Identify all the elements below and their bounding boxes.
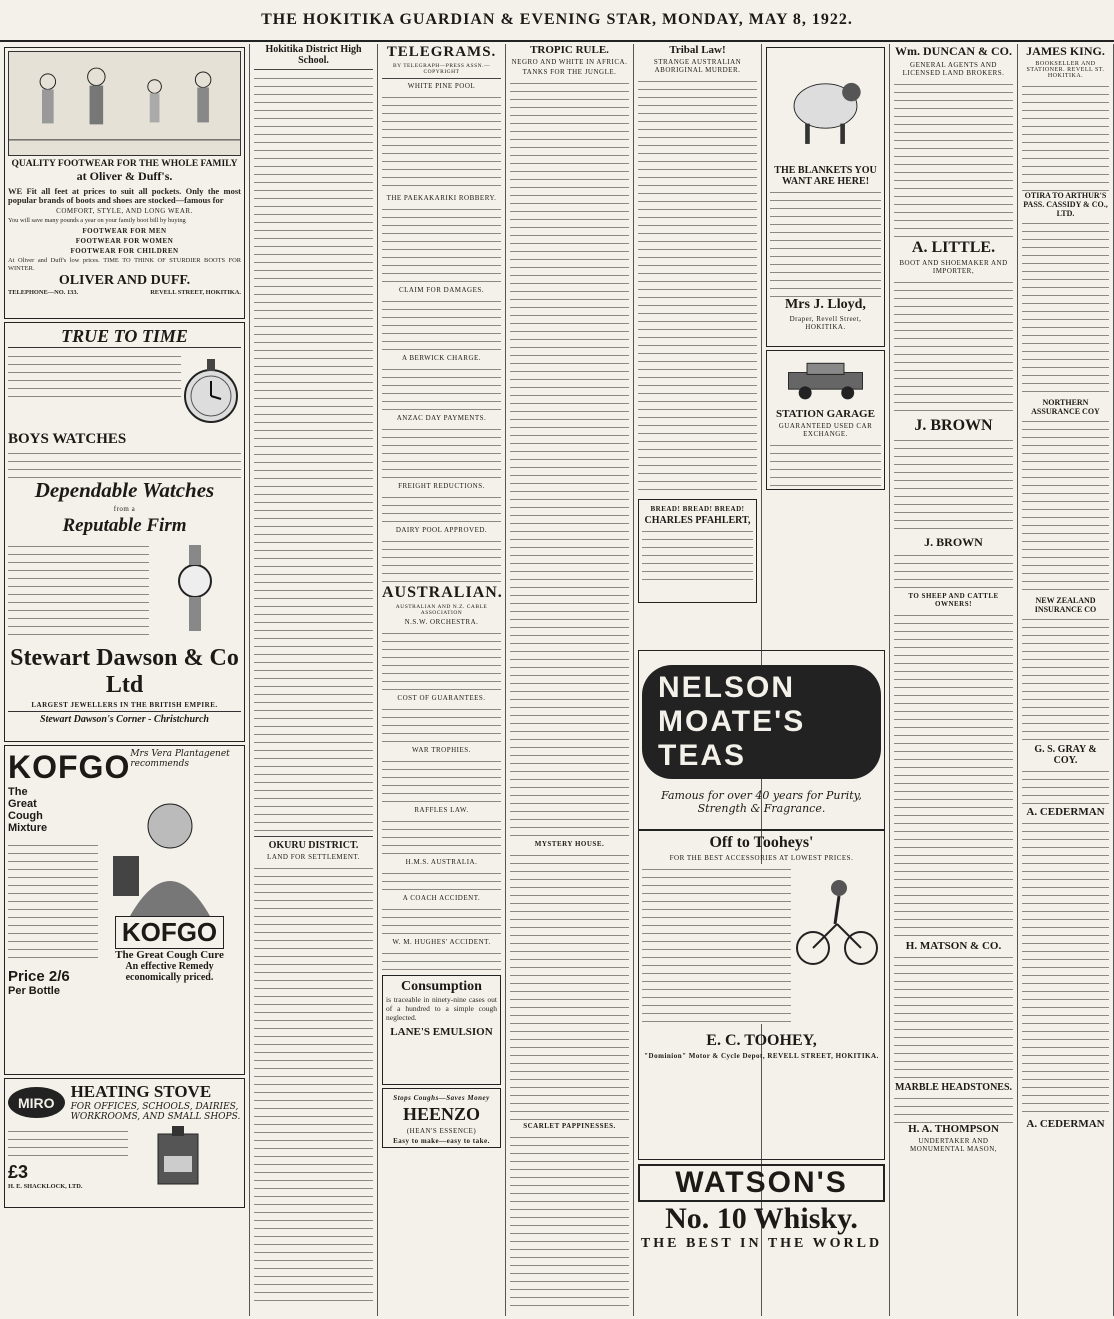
little-copy xyxy=(894,277,1013,417)
rule xyxy=(254,836,373,837)
australian-heading: AUSTRALIAN. xyxy=(382,584,503,601)
scarlet-article xyxy=(510,1132,629,1312)
miro-brand: MIRO xyxy=(18,1094,55,1111)
northern-heading: NORTHERN ASSURANCE COY xyxy=(1031,398,1100,416)
duncan-sub: GENERAL AGENTS AND LICENSED LAND BROKERS. xyxy=(902,61,1005,77)
pocket-watch-icon xyxy=(181,351,241,431)
school-heading: Hokitika District High School. xyxy=(265,44,362,66)
tropic-sub2: TANKS FOR THE JUNGLE. xyxy=(522,68,617,76)
tel-h8: N.S.W. ORCHESTRA. xyxy=(404,618,479,626)
australian-byline: AUSTRALIAN AND N.Z. CABLE ASSOCIATION xyxy=(395,604,488,616)
tel-h1: WHITE PINE POOL xyxy=(407,82,476,90)
kofgo-the: The xyxy=(8,786,28,798)
reputable-firm: Reputable Firm xyxy=(62,515,187,536)
lanes-emulsion: LANE'S EMULSION xyxy=(390,1026,493,1038)
kofgo-cure: The Great Cough Cure xyxy=(115,949,224,961)
tropic-article xyxy=(510,78,629,838)
masthead xyxy=(0,0,1114,42)
cederman-heading: A. CEDERMAN xyxy=(1026,806,1105,818)
kofgo-left xyxy=(8,786,98,997)
oliver-line-children: FOOTWEAR FOR CHILDREN xyxy=(70,247,179,255)
okuru-sub: LAND FOR SETTLEMENT. xyxy=(267,853,360,861)
bread-ad xyxy=(638,499,757,603)
oliver-address: REVELL STREET, HOKITIKA. xyxy=(150,289,241,296)
lloyd-name: Mrs J. Lloyd, xyxy=(785,297,866,312)
woman-portrait-icon xyxy=(105,786,235,916)
stewart-copy xyxy=(8,351,181,399)
miro-bottom xyxy=(8,1126,241,1192)
tel-h13: A COACH ACCIDENT. xyxy=(402,894,481,902)
tel-a11 xyxy=(382,816,501,856)
pfahlert-name: CHARLES PFAHLERT, xyxy=(644,515,751,526)
telegrams-byline: BY TELEGRAPH—PRESS ASSN.—COPYRIGHT xyxy=(392,63,490,75)
brown-heading: J. BROWN xyxy=(914,417,993,434)
tribal-article xyxy=(638,76,757,496)
watson-whisky: No. 10 Whisky. xyxy=(665,1202,858,1235)
stewart-middle xyxy=(8,541,241,637)
station-heading: STATION GARAGE xyxy=(776,408,875,420)
sheep-icon xyxy=(770,51,881,161)
nelson-tag: Famous for over 40 years for Purity, Strength & Fragrance. xyxy=(661,789,862,815)
tel-a1 xyxy=(382,92,501,192)
true-to-time: TRUE TO TIME xyxy=(8,326,241,348)
duncan-heading: Wm. DUNCAN & CO. xyxy=(895,44,1012,58)
northern-copy xyxy=(1022,416,1109,596)
tribal-heading: Tribal Law! xyxy=(669,44,726,56)
brown-heading-2: J. BROWN xyxy=(924,535,983,549)
tel-a10 xyxy=(382,756,501,804)
miro-copy xyxy=(8,1126,128,1162)
stewart-dawson-ad xyxy=(4,322,245,742)
tel-h14: W. M. HUGHES' ACCIDENT. xyxy=(392,938,491,946)
oliver-duff-ad xyxy=(4,47,245,319)
otira-heading: OTIRA TO ARTHUR'S PASS. CASSIDY & CO., LTD. xyxy=(1023,191,1108,218)
station-copy xyxy=(770,440,881,490)
children-illustration xyxy=(8,51,241,156)
family-footwear-illustration-icon xyxy=(9,52,240,155)
thompson-heading: H. A. THOMPSON xyxy=(908,1123,999,1135)
miro-badge xyxy=(8,1087,65,1118)
kofgo-ad xyxy=(4,745,245,1075)
column-8 xyxy=(1018,44,1114,1316)
matson-heading: H. MATSON & CO. xyxy=(905,940,1002,952)
tel-a12 xyxy=(382,868,501,892)
stewart-corner: Stewart Dawson's Corner - Christchurch xyxy=(8,711,241,725)
column-4 xyxy=(506,44,634,1316)
nelson-ad xyxy=(638,650,885,830)
oliver-sub: at Oliver & Duff's. xyxy=(76,169,173,183)
marble-copy xyxy=(894,1093,1013,1123)
tel-h2: THE PAEKAKARIKI ROBBERY. xyxy=(386,194,497,202)
tooheys-middle xyxy=(642,864,881,1024)
cyclist-icon xyxy=(791,864,881,974)
blankets-ad xyxy=(766,47,885,347)
tel-a2 xyxy=(382,204,501,284)
oliver-headline: QUALITY FOOTWEAR FOR THE WHOLE FAMILY xyxy=(11,159,238,169)
miro-ad xyxy=(4,1078,245,1208)
kofgo-great: Great xyxy=(8,798,37,810)
thompson-sub: UNDERTAKER AND MONUMENTAL MASON, xyxy=(909,1137,997,1153)
miro-titles xyxy=(71,1082,241,1122)
stove-icon xyxy=(128,1126,238,1192)
tel-h9: COST OF GUARANTEES. xyxy=(397,694,486,702)
school-article xyxy=(254,73,373,833)
stewart-body xyxy=(8,541,149,637)
king-heading: JAMES KING. xyxy=(1026,44,1105,58)
tel-h4: A BERWICK CHARGE. xyxy=(401,354,482,362)
tooheys-heading: Off to Tooheys' xyxy=(709,834,814,851)
miro-left xyxy=(8,1126,128,1192)
tel-a8 xyxy=(382,628,501,692)
heenzo-ad xyxy=(382,1088,501,1148)
mystery-article xyxy=(510,850,629,1120)
car-icon xyxy=(770,354,881,404)
tropic-sub: NEGRO AND WHITE IN AFRICA. xyxy=(511,58,628,66)
consumption-ad xyxy=(382,975,501,1085)
column-2 xyxy=(250,44,378,1316)
tel-a9 xyxy=(382,704,501,744)
tooheys-ad xyxy=(638,830,885,1160)
sheep-cattle-copy xyxy=(894,610,1013,940)
blankets-copy xyxy=(770,187,881,297)
oliver-name: OLIVER AND DUFF. xyxy=(58,273,191,288)
watson-ad xyxy=(638,1164,885,1252)
masthead-title: THE HOKITIKA GUARDIAN & EVENING STAR, MONDAY, MAY 8, 1922. xyxy=(261,11,853,28)
nelson-brand: NELSON MOATE'S TEAS xyxy=(658,671,806,772)
wristlet-watch-icon xyxy=(149,541,241,637)
cederman-heading-2: A. CEDERMAN xyxy=(1026,1118,1105,1130)
oliver-tags: COMFORT, STYLE, AND LONG WEAR. xyxy=(56,207,193,215)
telegrams-heading: TELEGRAMS. xyxy=(386,44,497,60)
boys-watches: BOYS WATCHES xyxy=(8,431,127,447)
watson-brand: WATSON'S xyxy=(638,1164,885,1202)
kofgo-per-bottle: Per Bottle xyxy=(8,985,60,997)
miro-top xyxy=(8,1082,241,1122)
okuru-heading: OKURU DISTRICT. xyxy=(268,840,359,851)
tel-a14 xyxy=(382,948,501,972)
scarlet-heading: SCARLET PAPPINESSES. xyxy=(523,1122,616,1130)
kofgo-copy xyxy=(8,840,98,960)
duncan-copy xyxy=(894,79,1013,239)
kofgo-bottle-label: KOFGO xyxy=(115,916,224,949)
cederman-copy xyxy=(1022,818,1109,1118)
watson-best: THE BEST IN THE WORLD xyxy=(640,1236,883,1251)
okuru-article xyxy=(254,863,373,1303)
kofgo-right xyxy=(98,786,241,997)
tel-h11: RAFFLES LAW. xyxy=(414,806,469,814)
gray-heading: G. S. GRAY & COY. xyxy=(1034,744,1097,766)
heenzo-brand: HEENZO xyxy=(402,1104,481,1124)
kofgo-price: Price 2/6 xyxy=(8,968,70,985)
stewart-top xyxy=(8,351,241,431)
mystery-heading: MYSTERY HOUSE. xyxy=(534,840,605,848)
toohey-sub: "Dominion" Motor & Cycle Depot, REVELL STREET, HOKITIKA. xyxy=(644,1052,879,1060)
tel-h3: CLAIM FOR DAMAGES. xyxy=(398,286,485,294)
nelson-banner xyxy=(642,665,881,779)
boys-copy xyxy=(8,448,241,478)
matson-copy xyxy=(894,952,1013,1082)
oliver-line-men: FOOTWEAR FOR MEN xyxy=(82,227,167,235)
stewart-name: Stewart Dawson & Co Ltd xyxy=(10,645,239,698)
oliver-line-women: FOOTWEAR FOR WOMEN xyxy=(75,237,174,245)
miro-maker: H. E. SHACKLOCK, LTD. xyxy=(8,1183,83,1190)
miro-price: £3 xyxy=(8,1162,29,1182)
pfahlert-copy xyxy=(642,526,753,582)
little-heading: A. LITTLE. xyxy=(911,239,996,256)
tel-a6 xyxy=(382,492,501,524)
marble-heading: MARBLE HEADSTONES. xyxy=(894,1082,1013,1093)
tel-a5 xyxy=(382,424,501,480)
sheep-cattle-heading: TO SHEEP AND CATTLE OWNERS! xyxy=(908,592,999,608)
tel-a4 xyxy=(382,364,501,412)
king-sub: BOOKSELLER AND STATIONER. REVELL ST. HOKITIKA. xyxy=(1026,61,1105,79)
brown-copy-2 xyxy=(894,550,1013,590)
kofgo-cough: Cough xyxy=(8,810,43,822)
heenzo-tag: Easy to make—easy to take. xyxy=(393,1137,490,1145)
oliver-tail: At Oliver and Duff's low prices. TIME TO THINK OF STURDIER BOOTS FOR WINTER. xyxy=(8,257,241,272)
miro-sub: FOR OFFICES, SCHOOLS, DAIRIES, WORKROOMS, AND SMALL SHOPS. xyxy=(70,1102,241,1122)
nz-ins-copy xyxy=(1022,614,1109,744)
column-7 xyxy=(890,44,1018,1316)
tooheys-copy xyxy=(642,864,791,1024)
kofgo-brand: KOFGO xyxy=(8,749,131,785)
tel-a7 xyxy=(382,536,501,584)
oliver-footer xyxy=(8,289,241,297)
lloyd-sub: Draper, Revell Street, HOKITIKA. xyxy=(789,315,862,331)
kofgo-top xyxy=(8,749,241,786)
kofgo-signature: Mrs Vera Plantagenet recommends xyxy=(130,749,230,769)
rule xyxy=(382,78,501,79)
oliver-phone: TELEPHONE—NO. 133. xyxy=(8,289,79,296)
gray-copy xyxy=(1022,766,1109,806)
brown-copy xyxy=(894,435,1013,535)
kofgo-body xyxy=(8,786,241,997)
consumption-body: is traceable in ninety-nine cases out of a hundred to a simple cough neglected. xyxy=(386,995,497,1022)
tooheys-sub: FOR THE BEST ACCESSORIES AT LOWEST PRICES. xyxy=(669,854,854,862)
dependable-watches: Dependable Watches xyxy=(34,478,215,502)
heenzo-sub: Stops Coughs—Saves Money xyxy=(393,1094,490,1102)
from-a: from a xyxy=(113,505,136,513)
column-3 xyxy=(378,44,506,1316)
toohey-name: E. C. TOOHEY, xyxy=(706,1032,817,1049)
tropic-heading: TROPIC RULE. xyxy=(530,44,609,56)
kofgo-effective: An effective Remedy economically priced. xyxy=(125,961,214,983)
tel-h10: WAR TROPHIES. xyxy=(412,746,471,754)
consumption-heading: Consumption xyxy=(401,979,482,994)
nz-ins-heading: NEW ZEALAND INSURANCE CO xyxy=(1034,596,1097,614)
tel-h12: H.M.S. AUSTRALIA. xyxy=(405,858,478,866)
otira-copy xyxy=(1022,218,1109,398)
oliver-body: WE Fit all feet at prices to suit all pockets. Only the most popular brands of boots and shoes are stocked—famous for xyxy=(8,186,241,205)
tribal-sub: STRANGE AUSTRALIAN ABORIGINAL MURDER. xyxy=(653,58,742,74)
little-sub: BOOT AND SHOEMAKER AND IMPORTER, xyxy=(899,259,1008,275)
oliver-note: You will save many pounds a year on your family boot bill by buying xyxy=(8,217,186,224)
column-1 xyxy=(0,44,250,1316)
tel-h7: DAIRY POOL APPROVED. xyxy=(395,526,488,534)
kofgo-mixture: Mixture xyxy=(8,822,48,834)
king-copy xyxy=(1022,81,1109,191)
tel-a3 xyxy=(382,296,501,352)
bread-line: BREAD! BREAD! BREAD! xyxy=(650,505,745,513)
tel-a13 xyxy=(382,904,501,936)
tel-h6: FREIGHT REDUCTIONS. xyxy=(398,482,485,490)
station-sub: GUARANTEED USED CAR EXCHANGE. xyxy=(778,422,873,438)
station-garage-ad xyxy=(766,350,885,490)
wide-ads xyxy=(634,650,890,1310)
rule xyxy=(254,69,373,70)
miro-title: HEATING STOVE xyxy=(70,1082,212,1101)
tel-h5: ANZAC DAY PAYMENTS. xyxy=(396,414,487,422)
stewart-tag: LARGEST JEWELLERS IN THE BRITISH EMPIRE. xyxy=(31,701,218,709)
heenzo-note: (HEAN'S ESSENCE) xyxy=(406,1127,477,1135)
blankets-heading: THE BLANKETS YOU WANT ARE HERE! xyxy=(774,165,877,187)
